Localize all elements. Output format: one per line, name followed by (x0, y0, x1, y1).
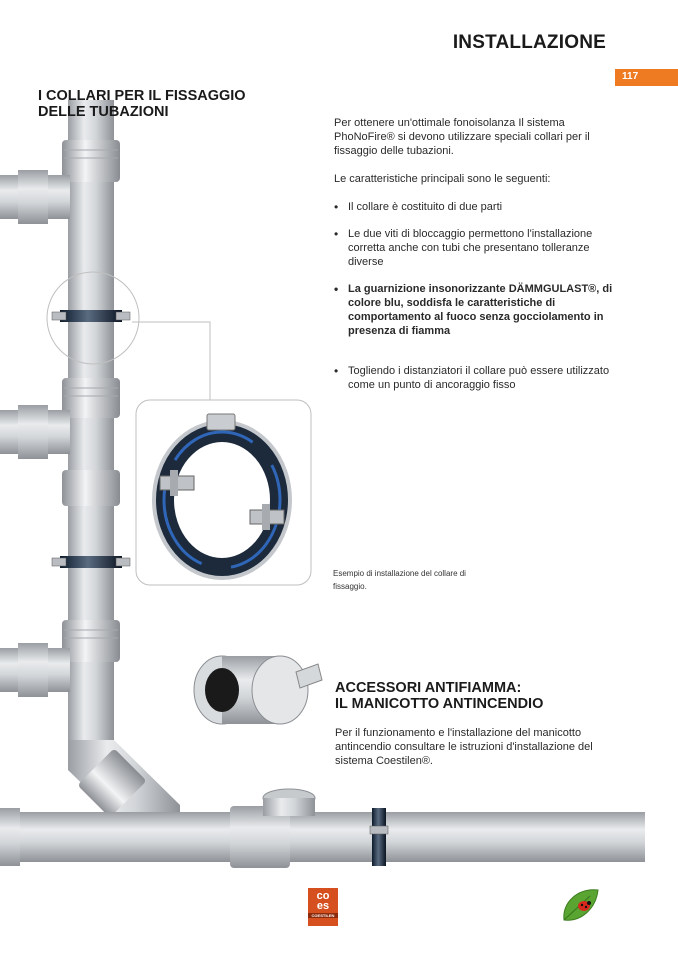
fire-collar-illustration (194, 656, 322, 724)
collars-feature-list (334, 200, 624, 392)
list-item: • La guarnizione insonorizzante DÄMMGULAST®, di colore blu, soddisfa le caratteristiche di comportamento al fuoco senza gocciolamento in presenza di fiamma (334, 282, 624, 338)
collars-heading-line1: I COLLARI PER IL FISSAGGIO (38, 88, 246, 104)
accessories-text: Per il funzionamento e l'installazione del manicotto antincendio consultare le istruzioni d'installazione del sistema Coestilen®. (335, 727, 593, 767)
accessories-heading (335, 680, 543, 712)
collars-features-intro: Le caratteristiche principali sono le seguenti: (334, 173, 551, 185)
section-title: INSTALLAZIONE (452, 32, 606, 53)
leaf-ladybug-icon (560, 884, 602, 926)
collars-body (334, 116, 624, 405)
list-item: • Le due viti di bloccaggio permettono l'installazione corretta anche con tubi che presentano tolleranze diverse (334, 227, 624, 269)
brand-logo-line1: co (316, 890, 330, 902)
list-item: • Togliendo i distanziatori il collare può essere utilizzato come un punto di ancoraggio fisso (334, 364, 624, 392)
collars-intro: Per ottenere un'ottimale fonoisolanza Il sistema PhoNoFire® si devono utilizzare speciali collari per il fissaggio delle tubazioni. (334, 117, 590, 157)
collars-heading (38, 88, 246, 120)
brand-logo-sub: COESTILEN (308, 913, 338, 918)
brand-logo (308, 888, 338, 926)
clamp-caption: Esempio di installazione del collare di fissaggio. (333, 569, 466, 591)
list-item: • Il collare è costituito di due parti (334, 200, 624, 214)
collars-heading-line2: DELLE TUBAZIONI (38, 104, 169, 120)
accessories-heading-line1: ACCESSORI ANTIFIAMMA: (335, 680, 522, 696)
accessories-heading-line2: IL MANICOTTO ANTINCENDIO (335, 696, 544, 712)
brand-logo-line2: es (316, 900, 330, 912)
page-number-badge: 117 (615, 69, 678, 86)
